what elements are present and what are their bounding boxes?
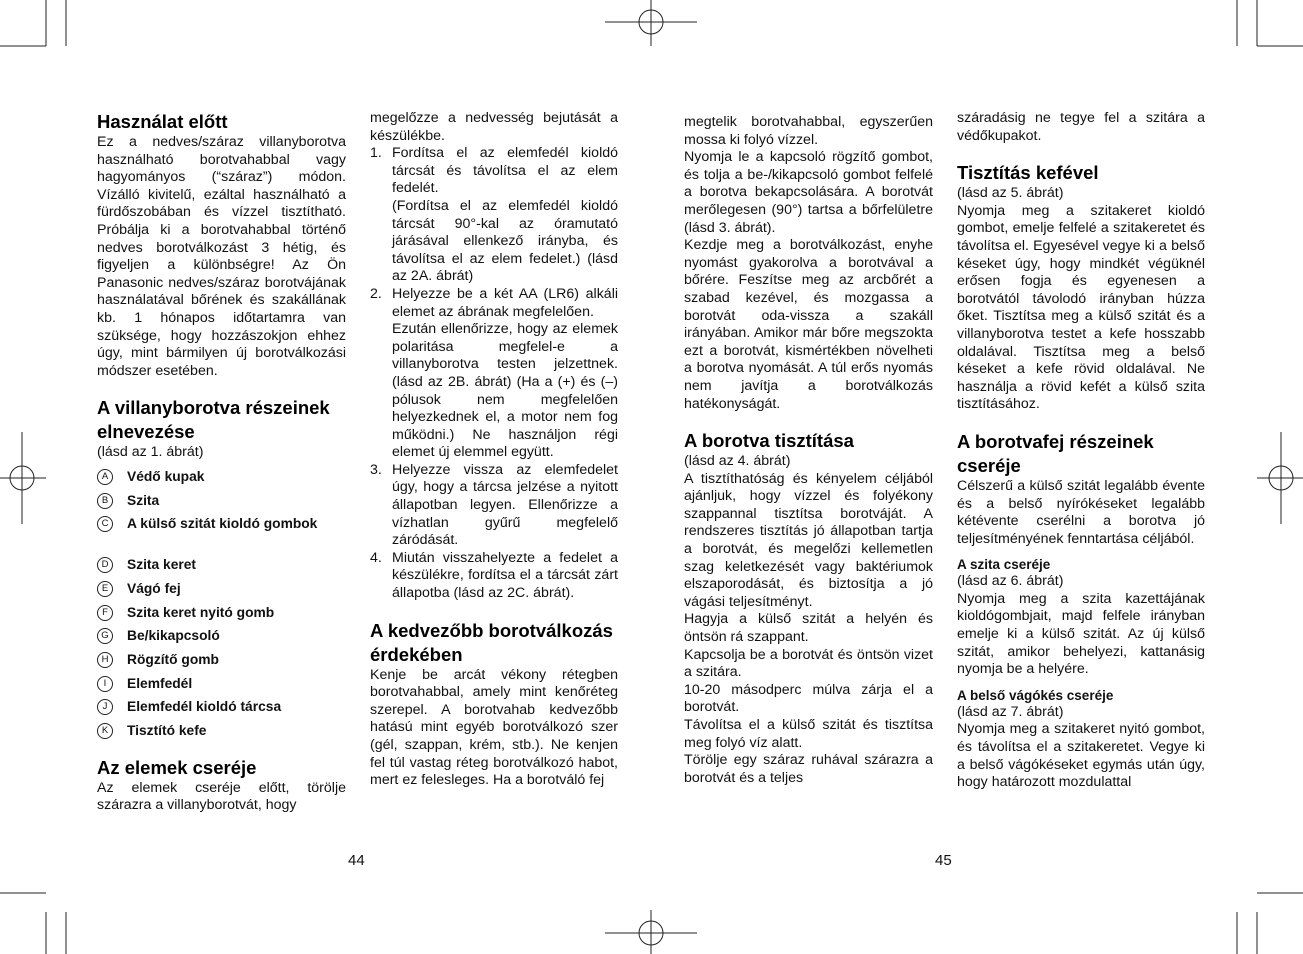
paragraph-before-use: Ez a nedves/száraz villanyborotva használható borotvahabbal vagy hagyományos (“száraz”) módon. Vízálló kivitelű, ezáltal használható a fürdőszobában és vízzel tisztítható. Próbálja ki a borotvahabbal történő nedves borotválkozást 3 hétig, és figyeljen a különbségre! Az Ön Panasonic nedves/száraz borotvájának használatával bőrének és szakállának kb. 1 hónapos időtartamra van szüksége, hogy hozzászokjon ehhez úgy, mint bármilyen új borotválkozási módszer esetében.	[97, 134, 346, 379]
list-item: B Szita	[97, 492, 346, 516]
circled-letter-icon: I	[97, 676, 113, 692]
ref-fig-1: (lásd az 1. ábrát)	[97, 444, 204, 461]
paragraph-dry-cont: száradásig ne tegye fel a szitára a védőkupakot.	[957, 110, 1205, 144]
heading-foil-replacement: A szita cseréje	[957, 557, 1051, 573]
circled-letter-icon: K	[97, 723, 113, 739]
paragraph-remove-foil: Távolítsa el a külső szitát és tisztítsa meg folyó víz alatt.	[684, 717, 933, 751]
list-item: C A külső szitát kioldó gombok	[97, 515, 346, 556]
circled-letter-icon: J	[97, 699, 113, 715]
paragraph-battery-intro: Az elemek cseréje előtt, törölje szárazra a villanyborotvát, hogy	[97, 779, 346, 814]
column-1	[97, 110, 346, 815]
page-number-left: 44	[348, 852, 365, 869]
paragraph-shaving: Kezdje meg a borotválkozást, enyhe nyomást gyakorolva a borotvával a bőrére. Feszítse meg az arcbőrét a szabad kezével, és mozgassa a borotvát oda-vissza a szakáll irányában. Amikor már bőre megszokta ezt a borotvát, kismértékben növelheti a borotva nyomását. A túl erős nyomás nem javítja a borotválkozás hatékonyságát.	[684, 237, 933, 412]
list-item: A Védő kupak	[97, 468, 346, 492]
circled-letter-icon: G	[97, 628, 113, 644]
paragraph-dry: Törölje egy száraz ruhával szárazra a borotvát és a teljes	[684, 752, 933, 786]
heading-cleaning: A borotva tisztítása	[684, 430, 854, 452]
list-item: G Be/kikapcsoló	[97, 627, 346, 651]
list-item: E Vágó fej	[97, 580, 346, 604]
heading-parts: A villanyborotva részeinek elnevezése	[97, 397, 330, 443]
list-item: D Szita keret	[97, 556, 346, 580]
list-item: 2. Helyezze be a két AA (LR6) alkáli elemet az ábrának megfelelően. Ezután ellenőrizze, hogy az elemek polaritása megfelel-e a villanyborotva testen jelzettnek. (lásd az 2B. ábrát) (Ha a (+) és (–) pólusok nem megfelelően helyezkednek el, a motor nem fog működni.) Ne használjon régi elemet új elemmel együtt.	[370, 285, 618, 461]
paragraph-cleaning: A tisztíthatóság és kényelem céljából ajánljuk, hogy vízzel és folyékony szappannal tisztítsa borotváját. A rendszeres tisztítás jó állapotban tartja a borotvát, és megelőzi kellemetlen szag keletkezését vagy baktériumok elszaporodását, és biztosítja a jó vágási teljesítményt.	[684, 470, 933, 610]
column-4	[957, 110, 1205, 792]
circled-letter-icon: A	[97, 469, 113, 485]
paragraph-water: Kapcsolja be a borotvát és öntsön vizet a szitára.	[684, 646, 933, 681]
heading-better-shave: A kedvezőbb borotválkozás érdekében	[370, 619, 613, 665]
page-number-right: 45	[935, 852, 952, 869]
list-item: 1. Fordítsa el az elemfedél kioldó tárcsát és távolítsa el az elem fedelét. (Fordítsa el az elemfedél kioldó tárcsát 90°-kal az óramutató járásával ellenkező irányba, és távolítsa el az elem fedelet.) (lásd az 2A. ábrát)	[370, 145, 618, 285]
circled-letter-icon: H	[97, 652, 113, 668]
circled-letter-icon: C	[97, 516, 113, 532]
paragraph-rinse: megtelik borotvahabbal, egyszerűen mossa ki folyó vízzel.	[684, 114, 933, 148]
list-item: K Tisztító kefe	[97, 722, 346, 746]
list-item: F Szita keret nyitó gomb	[97, 604, 346, 628]
column-3	[684, 114, 933, 787]
heading-battery-replacement: Az elemek cseréje	[97, 756, 257, 778]
paragraph-soap: Hagyja a külső szitát a helyén és öntsön rá szappant.	[684, 611, 933, 646]
heading-before-use: Használat előtt	[97, 111, 228, 132]
heading-brush-cleaning: Tisztítás kefével	[957, 162, 1099, 184]
circled-letter-icon: B	[97, 493, 113, 509]
list-item: I Elemfedél	[97, 675, 346, 699]
list-item: 4. Miután visszahelyezte a fedelet a készülékre, fordítsa el a tárcsát zárt állapotba (lásd az 2C. ábrát).	[370, 549, 618, 602]
circled-letter-icon: D	[97, 557, 113, 573]
paragraph-battery-cont: megelőzze a nedvesség bejutását a készülékbe.	[370, 110, 618, 144]
heading-blade-replacement: A belső vágókés cseréje	[957, 687, 1114, 703]
paragraph-replacement: Célszerű a külső szitát legalább évente és a belső nyírókéseket legalább kétévente cserélni a borotva jó teljesítményének fenntartása céljából.	[957, 477, 1205, 547]
paragraph-brush-cleaning: Nyomja meg a szitakeret kioldó gombot, emelje felfelé a szitakeretet és távolítsa el. Egyesével vegye ki a belső késeket úgy, hogy mindkét végüknél erősen fogja és egyenesen a borotvától távolodó irányban húzza őket. Tisztítsa meg a külső szitát és a villanyborotva testet a kefe hosszabb oldalával. Tisztítsa meg a belső késeket a kefe rövid oldalával. Ne használja a rövid kefét a külső szita tisztításához.	[957, 202, 1205, 413]
paragraph-foil-replacement: Nyomja meg a szita kazettájának kioldógombjait, majd felfele irányban emelje ki a külső szitát. Az új külső szitát, amikor behelyezi, kattanásig nyomja be a helyére.	[957, 590, 1205, 678]
paragraph-switch-off: 10-20 másodperc múlva zárja el a borotvát.	[684, 681, 933, 716]
paragraph-better-shave: Kenje be arcát vékony rétegben borotvahabbal, amely mint kenőréteg szerepel. A borotvahab kedvezőbb hatású mint egyéb borotválkozó szer (gél, szappan, krém, stb.). Ne kenjen fel túl vastag réteg borotválkozó habot, mert ez felesleges. Ha a borotváló fej	[370, 666, 618, 789]
circled-letter-icon: F	[97, 605, 113, 621]
paragraph-switch-on: Nyomja le a kapcsoló rögzítő gombot, és tolja a be-/kikapcsoló gombot felfelé a borotva bekapcsolására. A borotvát merőlegesen (90°) tartsa a bőrfelületre (lásd 3. ábrát).	[684, 149, 933, 236]
ref-fig-4: (lásd az 4. ábrát)	[684, 453, 791, 470]
list-item: J Elemfedél kioldó tárcsa	[97, 698, 346, 722]
parts-list	[97, 468, 346, 746]
heading-replacement: A borotvafej részeinek cseréje	[957, 430, 1154, 476]
ref-fig-5: (lásd az 5. ábrát)	[957, 185, 1064, 202]
column-2	[370, 110, 618, 790]
ref-fig-7: (lásd az 7. ábrát)	[957, 703, 1064, 720]
list-item: 3. Helyezze vissza az elemfedelet úgy, hogy a tárcsa jelzése a nyitott állapotban legyen. Ellenőrizze a vízhatlan gyűrű megfelelő záródását.	[370, 461, 618, 549]
circled-letter-icon: E	[97, 581, 113, 597]
ref-fig-6: (lásd az 6. ábrát)	[957, 573, 1064, 590]
battery-steps	[370, 145, 618, 602]
list-item: H Rögzítő gomb	[97, 651, 346, 675]
paragraph-blade-replacement: Nyomja meg a szitakeret nyitó gombot, és távolítsa el a szitakeretet. Vegye ki a belső vágókéseket egymás után úgy, hogy határozott mozdulattal	[957, 721, 1205, 791]
